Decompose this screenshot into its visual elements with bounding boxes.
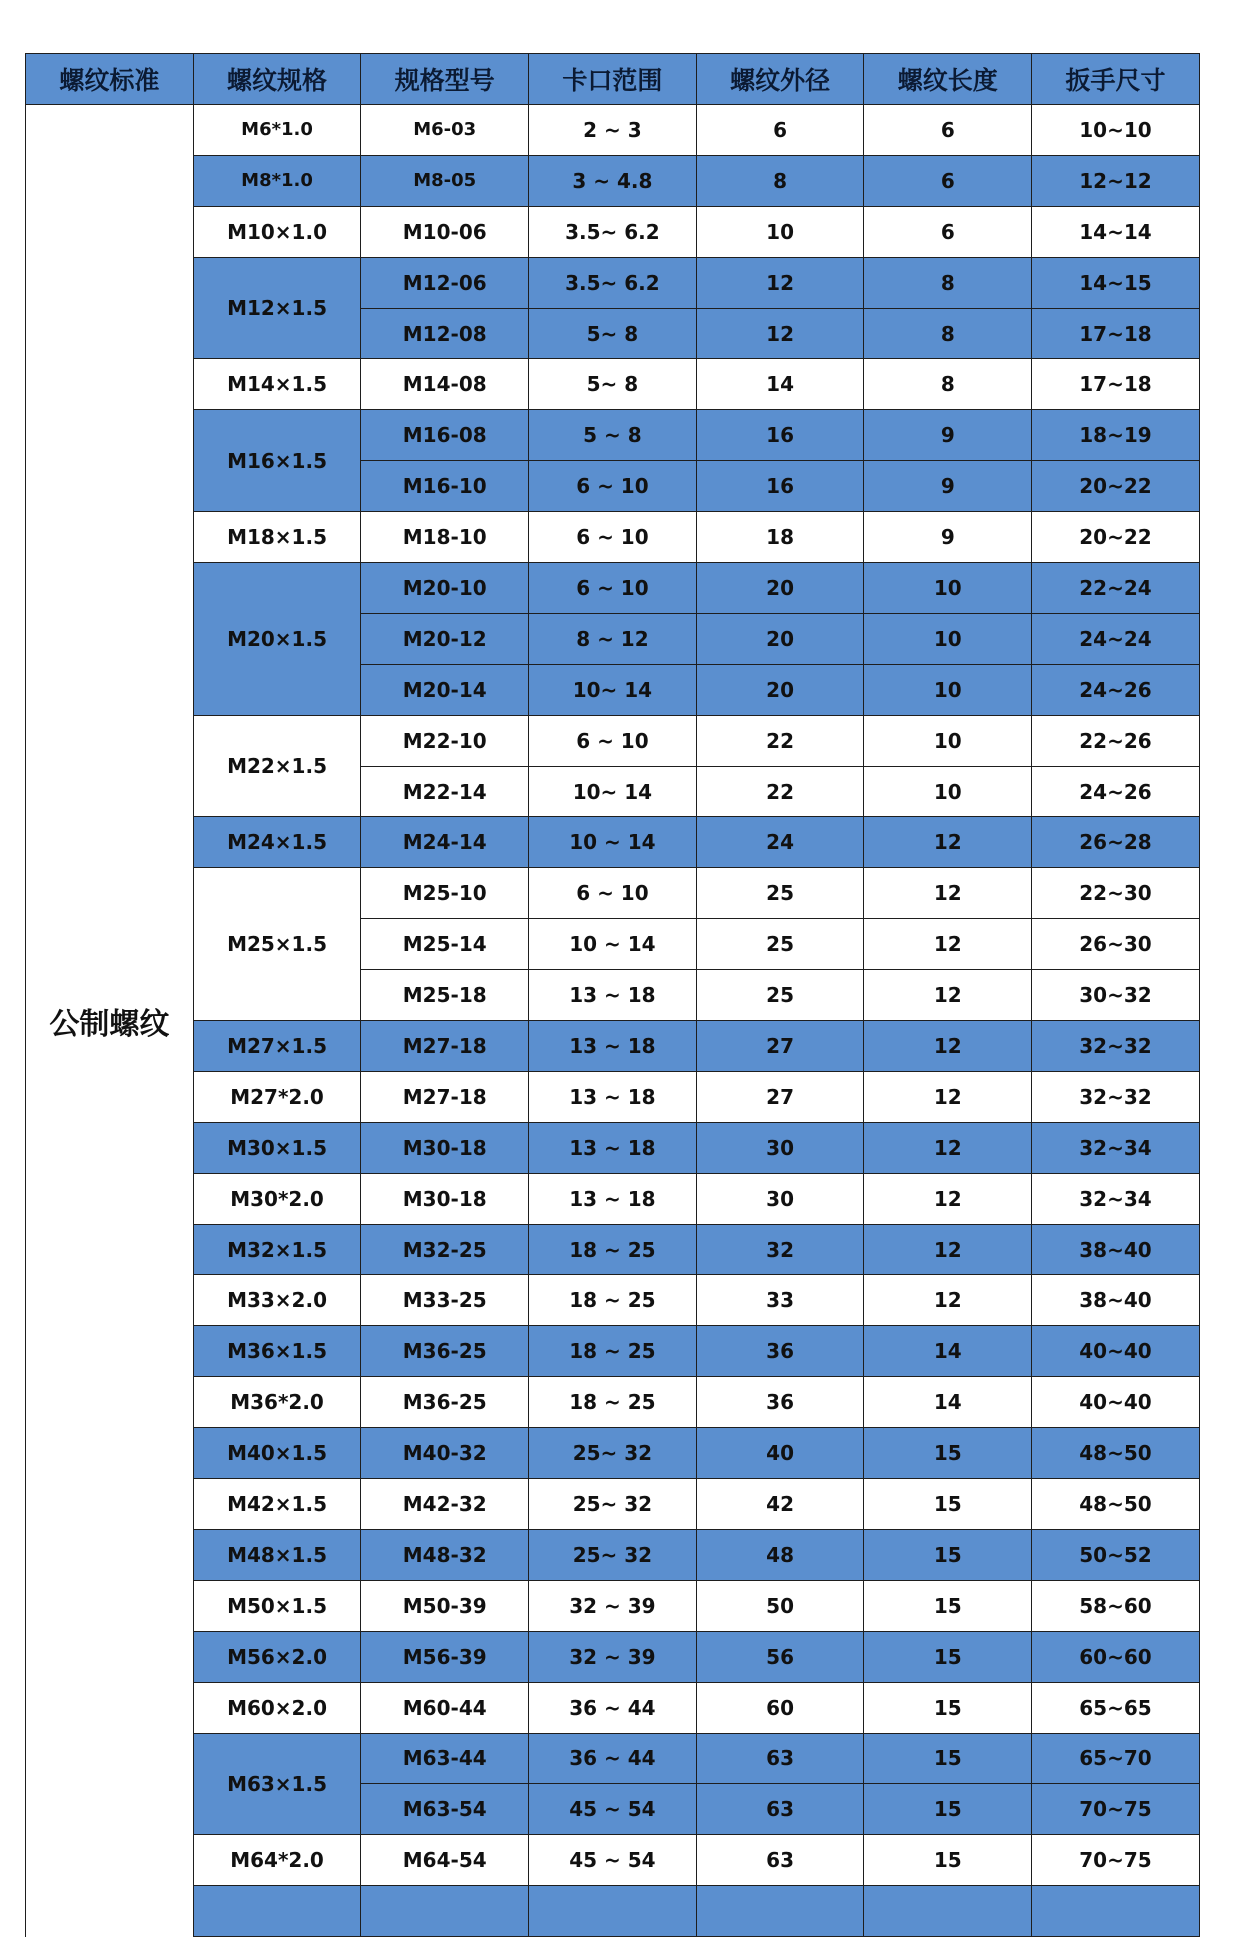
wrench-size-cell: 20~22 (1032, 512, 1200, 563)
thread-length-cell: 15 (864, 1733, 1032, 1784)
thread-spec-cell: M32×1.5 (193, 1224, 361, 1275)
outer-diameter-cell: 25 (696, 919, 864, 970)
model-cell: M32-25 (361, 1224, 529, 1275)
wrench-size-cell: 70~75 (1032, 1835, 1200, 1886)
thread-length-cell: 14 (864, 1377, 1032, 1428)
model-cell: M25-18 (361, 970, 529, 1021)
outer-diameter-cell: 33 (696, 1275, 864, 1326)
wrench-size-cell: 65~70 (1032, 1733, 1200, 1784)
model-cell: M25-10 (361, 868, 529, 919)
model-cell: M24-14 (361, 817, 529, 868)
wrench-size-cell: 24~26 (1032, 664, 1200, 715)
table-row (26, 715, 1200, 766)
table-row (26, 817, 1200, 868)
thread-spec-cell: M64*2.0 (193, 1835, 361, 1886)
wrench-size-cell: 38~40 (1032, 1224, 1200, 1275)
thread-spec-cell (193, 1886, 361, 1937)
outer-diameter-cell: 20 (696, 613, 864, 664)
outer-diameter-cell: 10 (696, 206, 864, 257)
model-cell: M27-18 (361, 1021, 529, 1072)
outer-diameter-cell: 16 (696, 410, 864, 461)
model-cell: M60-44 (361, 1682, 529, 1733)
header-thread-spec: 螺纹规格 (193, 54, 361, 105)
thread-length-cell: 15 (864, 1835, 1032, 1886)
thread-length-cell: 10 (864, 613, 1032, 664)
model-cell: M30-18 (361, 1173, 529, 1224)
model-cell: M18-10 (361, 512, 529, 563)
outer-diameter-cell: 20 (696, 664, 864, 715)
thread-spec-cell: M18×1.5 (193, 512, 361, 563)
clamp-range-cell: 45 ~ 54 (529, 1784, 697, 1835)
thread-length-cell: 8 (864, 359, 1032, 410)
thread-spec-cell: M20×1.5 (193, 563, 361, 716)
thread-length-cell: 8 (864, 257, 1032, 308)
model-cell: M64-54 (361, 1835, 529, 1886)
wrench-size-cell: 48~50 (1032, 1428, 1200, 1479)
model-cell: M20-10 (361, 563, 529, 614)
model-cell: M10-06 (361, 206, 529, 257)
table-row (26, 1428, 1200, 1479)
wrench-size-cell: 40~40 (1032, 1326, 1200, 1377)
thread-spec-cell: M50×1.5 (193, 1580, 361, 1631)
thread-length-cell: 12 (864, 1021, 1032, 1072)
table-row (26, 1173, 1200, 1224)
clamp-range-cell: 13 ~ 18 (529, 1021, 697, 1072)
table-row (26, 1326, 1200, 1377)
outer-diameter-cell: 63 (696, 1835, 864, 1886)
model-cell: M36-25 (361, 1377, 529, 1428)
table-body (26, 105, 1200, 1937)
clamp-range-cell: 32 ~ 39 (529, 1631, 697, 1682)
clamp-range-cell: 13 ~ 18 (529, 970, 697, 1021)
thread-length-cell: 9 (864, 512, 1032, 563)
table-row (26, 155, 1200, 206)
outer-diameter-cell: 36 (696, 1326, 864, 1377)
model-cell: M22-14 (361, 766, 529, 817)
thread-spec-cell: M27*2.0 (193, 1071, 361, 1122)
wrench-size-cell: 26~28 (1032, 817, 1200, 868)
thread-length-cell: 10 (864, 715, 1032, 766)
clamp-range-cell: 10 ~ 14 (529, 817, 697, 868)
model-cell: M40-32 (361, 1428, 529, 1479)
wrench-size-cell: 58~60 (1032, 1580, 1200, 1631)
thread-length-cell: 10 (864, 563, 1032, 614)
model-cell: M63-44 (361, 1733, 529, 1784)
wrench-size-cell: 48~50 (1032, 1479, 1200, 1530)
table-row (26, 105, 1200, 156)
outer-diameter-cell: 36 (696, 1377, 864, 1428)
thread-spec-cell: M22×1.5 (193, 715, 361, 817)
thread-spec-cell: M8*1.0 (193, 155, 361, 206)
thread-length-cell: 12 (864, 1275, 1032, 1326)
outer-diameter-cell (696, 1886, 864, 1937)
thread-spec-cell: M6*1.0 (193, 105, 361, 156)
thread-spec-cell: M10×1.0 (193, 206, 361, 257)
outer-diameter-cell: 8 (696, 155, 864, 206)
outer-diameter-cell: 63 (696, 1733, 864, 1784)
clamp-range-cell: 18 ~ 25 (529, 1275, 697, 1326)
model-cell: M42-32 (361, 1479, 529, 1530)
table-row (26, 1479, 1200, 1530)
header-wrench-size: 扳手尺寸 (1032, 54, 1200, 105)
thread-length-cell (864, 1886, 1032, 1937)
wrench-size-cell: 32~32 (1032, 1021, 1200, 1072)
header-outer-diameter: 螺纹外径 (696, 54, 864, 105)
outer-diameter-cell: 48 (696, 1529, 864, 1580)
thread-length-cell: 12 (864, 919, 1032, 970)
outer-diameter-cell: 12 (696, 257, 864, 308)
clamp-range-cell: 18 ~ 25 (529, 1224, 697, 1275)
table-row (26, 1122, 1200, 1173)
outer-diameter-cell: 30 (696, 1173, 864, 1224)
clamp-range-cell: 36 ~ 44 (529, 1733, 697, 1784)
wrench-size-cell: 65~65 (1032, 1682, 1200, 1733)
thread-spec-cell: M36*2.0 (193, 1377, 361, 1428)
clamp-range-cell: 10~ 14 (529, 664, 697, 715)
thread-spec-cell: M60×2.0 (193, 1682, 361, 1733)
thread-length-cell: 8 (864, 308, 1032, 359)
thread-length-cell: 15 (864, 1529, 1032, 1580)
outer-diameter-cell: 42 (696, 1479, 864, 1530)
wrench-size-cell: 10~10 (1032, 105, 1200, 156)
thread-length-cell: 15 (864, 1631, 1032, 1682)
thread-length-cell: 15 (864, 1428, 1032, 1479)
model-cell: M30-18 (361, 1122, 529, 1173)
clamp-range-cell: 6 ~ 10 (529, 461, 697, 512)
model-cell (361, 1886, 529, 1937)
clamp-range-cell: 36 ~ 44 (529, 1682, 697, 1733)
thread-spec-cell: M36×1.5 (193, 1326, 361, 1377)
thread-length-cell: 6 (864, 105, 1032, 156)
clamp-range-cell: 3.5~ 6.2 (529, 206, 697, 257)
wrench-size-cell: 14~15 (1032, 257, 1200, 308)
outer-diameter-cell: 30 (696, 1122, 864, 1173)
clamp-range-cell: 25~ 32 (529, 1479, 697, 1530)
thread-spec-cell: M27×1.5 (193, 1021, 361, 1072)
thread-length-cell: 10 (864, 664, 1032, 715)
thread-length-cell: 12 (864, 1122, 1032, 1173)
wrench-size-cell: 40~40 (1032, 1377, 1200, 1428)
outer-diameter-cell: 50 (696, 1580, 864, 1631)
clamp-range-cell: 6 ~ 10 (529, 868, 697, 919)
outer-diameter-cell: 14 (696, 359, 864, 410)
wrench-size-cell: 22~24 (1032, 563, 1200, 614)
table-header-row (26, 54, 1200, 105)
clamp-range-cell: 6 ~ 10 (529, 512, 697, 563)
thread-spec-cell: M40×1.5 (193, 1428, 361, 1479)
table-row (26, 1631, 1200, 1682)
clamp-range-cell: 8 ~ 12 (529, 613, 697, 664)
table-row (26, 1224, 1200, 1275)
thread-length-cell: 14 (864, 1326, 1032, 1377)
clamp-range-cell: 3.5~ 6.2 (529, 257, 697, 308)
thread-length-cell: 12 (864, 817, 1032, 868)
table-row (26, 512, 1200, 563)
header-model: 规格型号 (361, 54, 529, 105)
wrench-size-cell: 32~32 (1032, 1071, 1200, 1122)
thread-spec-cell: M33×2.0 (193, 1275, 361, 1326)
model-cell: M6-03 (361, 105, 529, 156)
table-row (26, 1275, 1200, 1326)
table-row (26, 1021, 1200, 1072)
wrench-size-cell: 38~40 (1032, 1275, 1200, 1326)
header-thread-length: 螺纹长度 (864, 54, 1032, 105)
model-cell: M36-25 (361, 1326, 529, 1377)
wrench-size-cell: 24~26 (1032, 766, 1200, 817)
outer-diameter-cell: 56 (696, 1631, 864, 1682)
thread-length-cell: 15 (864, 1479, 1032, 1530)
clamp-range-cell: 2 ~ 3 (529, 105, 697, 156)
outer-diameter-cell: 40 (696, 1428, 864, 1479)
clamp-range-cell: 10~ 14 (529, 766, 697, 817)
table-row (26, 1835, 1200, 1886)
model-cell: M27-18 (361, 1071, 529, 1122)
wrench-size-cell: 17~18 (1032, 308, 1200, 359)
thread-standard-cell: 公制螺纹 (26, 105, 194, 1937)
thread-spec-cell: M12×1.5 (193, 257, 361, 359)
outer-diameter-cell: 63 (696, 1784, 864, 1835)
table-row (26, 1529, 1200, 1580)
wrench-size-cell (1032, 1886, 1200, 1937)
wrench-size-cell: 22~30 (1032, 868, 1200, 919)
thread-length-cell: 15 (864, 1580, 1032, 1631)
thread-length-cell: 9 (864, 461, 1032, 512)
wrench-size-cell: 70~75 (1032, 1784, 1200, 1835)
outer-diameter-cell: 27 (696, 1071, 864, 1122)
table-row (26, 1733, 1200, 1784)
outer-diameter-cell: 20 (696, 563, 864, 614)
clamp-range-cell: 5~ 8 (529, 359, 697, 410)
clamp-range-cell: 18 ~ 25 (529, 1377, 697, 1428)
wrench-size-cell: 20~22 (1032, 461, 1200, 512)
outer-diameter-cell: 22 (696, 715, 864, 766)
thread-spec-cell: M24×1.5 (193, 817, 361, 868)
clamp-range-cell: 32 ~ 39 (529, 1580, 697, 1631)
wrench-size-cell: 32~34 (1032, 1122, 1200, 1173)
table-row (26, 1377, 1200, 1428)
model-cell: M22-10 (361, 715, 529, 766)
wrench-size-cell: 30~32 (1032, 970, 1200, 1021)
clamp-range-cell: 6 ~ 10 (529, 563, 697, 614)
wrench-size-cell: 14~14 (1032, 206, 1200, 257)
clamp-range-cell: 13 ~ 18 (529, 1173, 697, 1224)
thread-spec-cell: M30×1.5 (193, 1122, 361, 1173)
outer-diameter-cell: 60 (696, 1682, 864, 1733)
clamp-range-cell: 6 ~ 10 (529, 715, 697, 766)
thread-length-cell: 12 (864, 1071, 1032, 1122)
thread-spec-table (25, 53, 1200, 1937)
thread-length-cell: 6 (864, 206, 1032, 257)
clamp-range-cell: 13 ~ 18 (529, 1071, 697, 1122)
outer-diameter-cell: 6 (696, 105, 864, 156)
table-row (26, 1071, 1200, 1122)
clamp-range-cell: 10 ~ 14 (529, 919, 697, 970)
table-row (26, 1580, 1200, 1631)
thread-spec-cell: M63×1.5 (193, 1733, 361, 1835)
thread-spec-cell: M48×1.5 (193, 1529, 361, 1580)
table-row (26, 868, 1200, 919)
table-row (26, 410, 1200, 461)
table-row (26, 1682, 1200, 1733)
thread-length-cell: 6 (864, 155, 1032, 206)
model-cell: M63-54 (361, 1784, 529, 1835)
thread-spec-cell: M25×1.5 (193, 868, 361, 1021)
thread-spec-cell: M56×2.0 (193, 1631, 361, 1682)
table-row (26, 563, 1200, 614)
thread-length-cell: 12 (864, 1224, 1032, 1275)
model-cell: M25-14 (361, 919, 529, 970)
model-cell: M20-12 (361, 613, 529, 664)
clamp-range-cell: 45 ~ 54 (529, 1835, 697, 1886)
outer-diameter-cell: 16 (696, 461, 864, 512)
clamp-range-cell: 18 ~ 25 (529, 1326, 697, 1377)
wrench-size-cell: 26~30 (1032, 919, 1200, 970)
wrench-size-cell: 12~12 (1032, 155, 1200, 206)
outer-diameter-cell: 27 (696, 1021, 864, 1072)
thread-spec-cell: M16×1.5 (193, 410, 361, 512)
clamp-range-cell: 25~ 32 (529, 1428, 697, 1479)
model-cell: M14-08 (361, 359, 529, 410)
model-cell: M50-39 (361, 1580, 529, 1631)
model-cell: M33-25 (361, 1275, 529, 1326)
thread-spec-cell: M14×1.5 (193, 359, 361, 410)
table-row (26, 206, 1200, 257)
clamp-range-cell: 3 ~ 4.8 (529, 155, 697, 206)
wrench-size-cell: 50~52 (1032, 1529, 1200, 1580)
clamp-range-cell: 5~ 8 (529, 308, 697, 359)
wrench-size-cell: 17~18 (1032, 359, 1200, 410)
table-row (26, 359, 1200, 410)
outer-diameter-cell: 22 (696, 766, 864, 817)
thread-length-cell: 15 (864, 1682, 1032, 1733)
model-cell: M8-05 (361, 155, 529, 206)
header-thread-standard: 螺纹标准 (26, 54, 194, 105)
thread-length-cell: 9 (864, 410, 1032, 461)
thread-length-cell: 12 (864, 1173, 1032, 1224)
wrench-size-cell: 22~26 (1032, 715, 1200, 766)
table-row (26, 1886, 1200, 1937)
wrench-size-cell: 18~19 (1032, 410, 1200, 461)
outer-diameter-cell: 25 (696, 970, 864, 1021)
wrench-size-cell: 24~24 (1032, 613, 1200, 664)
wrench-size-cell: 32~34 (1032, 1173, 1200, 1224)
outer-diameter-cell: 12 (696, 308, 864, 359)
clamp-range-cell: 25~ 32 (529, 1529, 697, 1580)
model-cell: M12-08 (361, 308, 529, 359)
thread-length-cell: 12 (864, 970, 1032, 1021)
outer-diameter-cell: 25 (696, 868, 864, 919)
model-cell: M56-39 (361, 1631, 529, 1682)
outer-diameter-cell: 32 (696, 1224, 864, 1275)
outer-diameter-cell: 18 (696, 512, 864, 563)
model-cell: M48-32 (361, 1529, 529, 1580)
clamp-range-cell: 5 ~ 8 (529, 410, 697, 461)
model-cell: M16-08 (361, 410, 529, 461)
outer-diameter-cell: 24 (696, 817, 864, 868)
model-cell: M12-06 (361, 257, 529, 308)
header-clamp-range: 卡口范围 (529, 54, 697, 105)
clamp-range-cell (529, 1886, 697, 1937)
thread-length-cell: 12 (864, 868, 1032, 919)
model-cell: M16-10 (361, 461, 529, 512)
clamp-range-cell: 13 ~ 18 (529, 1122, 697, 1173)
thread-spec-cell: M42×1.5 (193, 1479, 361, 1530)
thread-spec-cell: M30*2.0 (193, 1173, 361, 1224)
model-cell: M20-14 (361, 664, 529, 715)
thread-length-cell: 15 (864, 1784, 1032, 1835)
thread-length-cell: 10 (864, 766, 1032, 817)
wrench-size-cell: 60~60 (1032, 1631, 1200, 1682)
table-row (26, 257, 1200, 308)
